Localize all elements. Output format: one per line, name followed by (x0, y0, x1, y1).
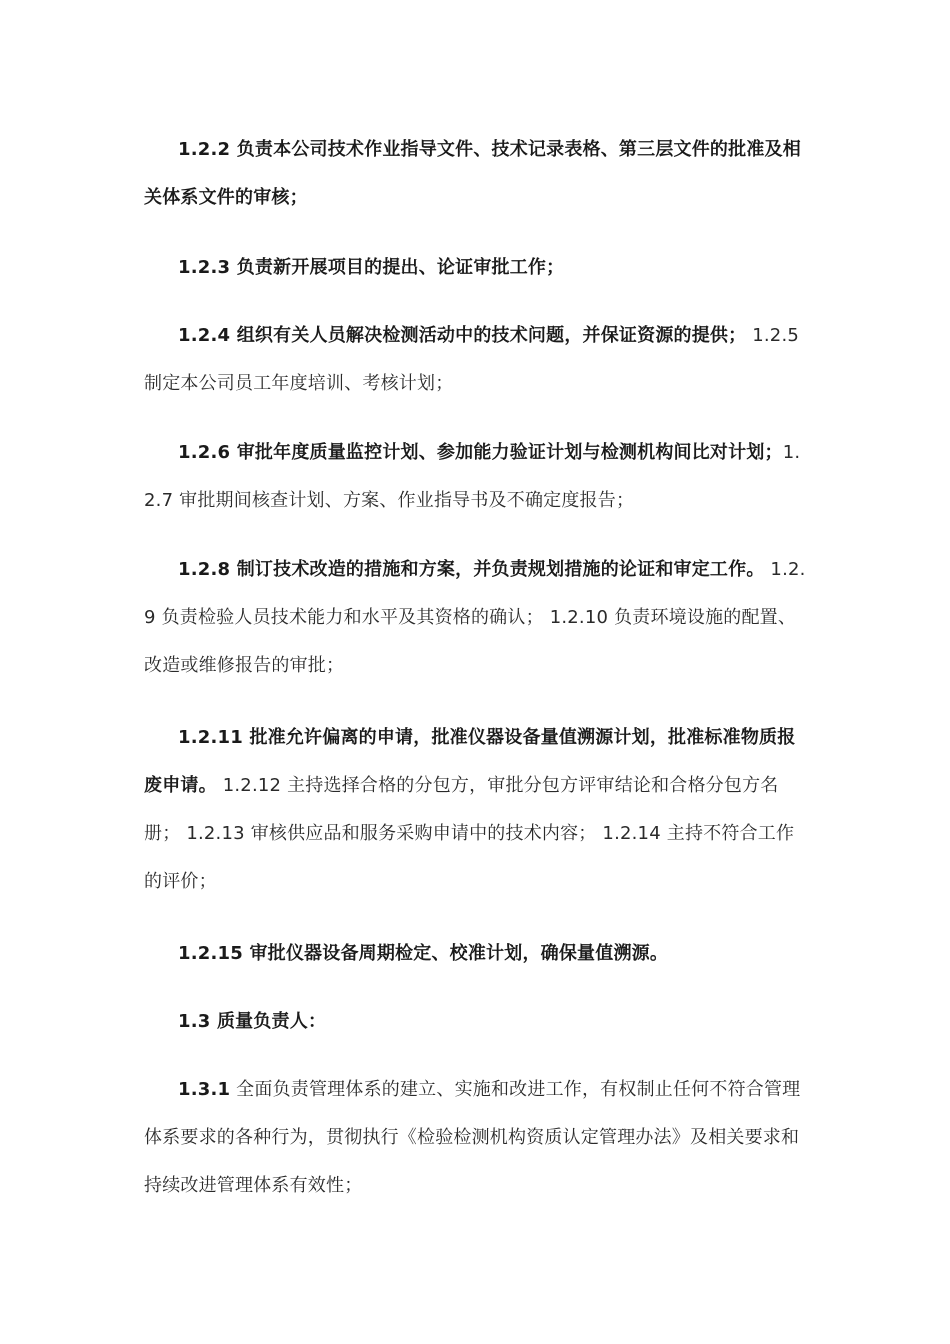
paragraph-text-normal: 全面负责管理体系的建立、实施和改进工作，有权制止任何不符合管理体系要求的各种行为，贯彻执行《检验检测机构资质认定管理办法》及相关要求和持续改进管理体系有效性； (144, 1079, 801, 1196)
paragraph-1-2-6 (144, 429, 808, 525)
paragraph-text-normal: 1.2.7 审批期间核查计划、方案、作业指导书及不确定度报告； (144, 442, 801, 511)
paragraph-1-2-8 (144, 546, 808, 690)
paragraph-1-2-4 (144, 312, 808, 408)
paragraph-1-2-11 (144, 714, 808, 906)
paragraph-text-bold: 1.2.8 制订技术改造的措施和方案，并负责规划措施的论证和审定工作。 (178, 559, 765, 580)
paragraph-text-bold: 1.3.1 (178, 1079, 231, 1100)
paragraph-text-normal: 1.2.12 主持选择合格的分包方，审批分包方评审结论和合格分包方名册； 1.2.13 审核供应品和服务采购申请中的技术内容； 1.2.14 主持不符合工作的评价； (144, 775, 795, 892)
paragraph-text-bold: 1.2.11 批准允许偏离的申请，批准仪器设备量值溯源计划，批准标准物质报废申请。 (144, 727, 796, 796)
paragraph-text-bold: 1.2.4 组织有关人员解决检测活动中的技术问题，并保证资源的提供； (178, 325, 747, 346)
paragraph-1-2-2 (144, 126, 808, 222)
paragraph-text-normal: 1.2.9 负责检验人员技术能力和水平及其资格的确认； 1.2.10 负责环境设施的配置、改造或维修报告的审批； (144, 559, 806, 676)
paragraph-1-2-3 (144, 244, 808, 292)
paragraph-1-2-15 (144, 930, 808, 978)
heading-text: 1.3 质量负责人： (178, 1011, 327, 1032)
paragraph-text-bold: 1.2.3 负责新开展项目的提出、论证审批工作； (178, 257, 565, 278)
paragraph-text-bold: 1.2.15 审批仪器设备周期检定、校准计划，确保量值溯源。 (178, 943, 669, 964)
paragraph-text-bold: 1.2.2 负责本公司技术作业指导文件、技术记录表格、第三层文件的批准及相关体系文件的审核； (144, 139, 801, 208)
section-heading-1-3 (144, 998, 808, 1046)
paragraph-text-bold: 1.2.6 审批年度质量监控计划、参加能力验证计划与检测机构间比对计划； (178, 442, 783, 463)
paragraph-1-3-1 (144, 1066, 808, 1210)
paragraph-text-normal: 1.2.5 制定本公司员工年度培训、考核计划； (144, 325, 800, 394)
